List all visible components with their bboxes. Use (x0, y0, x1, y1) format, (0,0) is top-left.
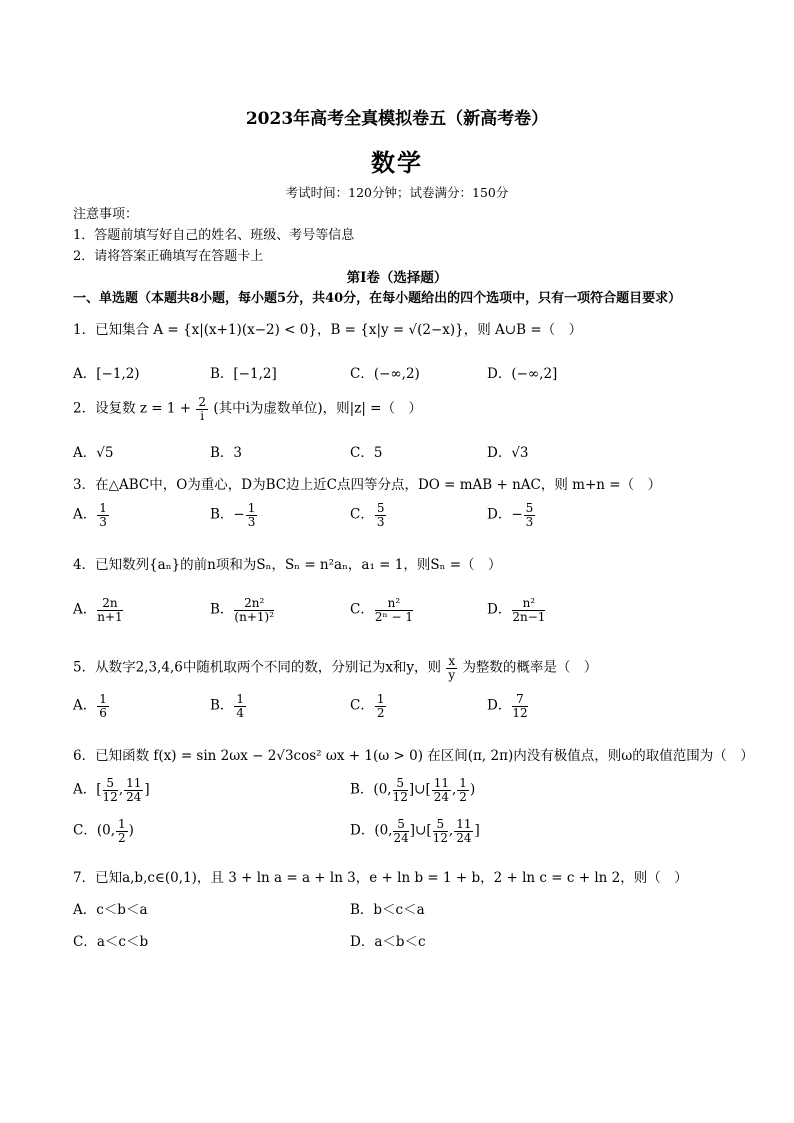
question-1-option-a: A．[−1,2) (73, 366, 140, 382)
question-4-option-a: A． $\frac{2n}{n+1}$ (73, 596, 123, 624)
question-4-option-c: C． $\frac{\text{n²}}{\text{2ⁿ − 1}}$ (350, 596, 413, 624)
question-2-stem (73, 396, 422, 422)
question-5-option-d: D． $\frac{7}{12}$ (487, 692, 528, 720)
question-1-option-c: C．(−∞,2) (350, 366, 420, 382)
question-3-option-c: C． $\frac{5}{3}$ (350, 501, 385, 529)
question-7-option-b: B．b＜c＜a (350, 902, 425, 918)
question-7-option-a: A．c＜b＜a (73, 902, 148, 918)
question-2-fraction: $\frac{2}{i}$ (198, 395, 207, 423)
question-3-option-d: D．− $\frac{5}{3}$ (487, 501, 534, 529)
question-7-stem: 7．已知a,b,c∈(0,1)，且 3 + ln a = a + ln 3，e + ln b = 1 + b，2 + ln c = c + ln 2，则（ ） (73, 870, 688, 886)
question-4-stem: 4．已知数列{aₙ}的前n项和为Sₙ，Sₙ = n²aₙ，a₁ = 1，则Sₙ =（ ） (73, 557, 502, 573)
notice-heading: 注意事项： (73, 207, 139, 222)
question-5-option-b: B． $\frac{1}{4}$ (210, 692, 245, 720)
question-5-option-a: A． $\frac{1}{6}$ (73, 692, 107, 720)
question-4-option-d: D． $\frac{\text{n²}}{2n-1}$ (487, 596, 546, 624)
question-4-option-b: B． $\frac{\text{2n²}}{\text{(n+1)²}}$ (210, 596, 275, 624)
question-6-option-a: A．[ $\frac{5}{12}$ , $\frac{11}{24}$ ] (73, 776, 150, 804)
question-1-option-d: D．(−∞,2] (487, 366, 558, 382)
question-2-stem-a: 2．设复数 z = 1 + (73, 400, 192, 417)
question-3-stem: 3．在△ABC中，O为重心，D为BC边上近C点四等分点，DO = mAB + nAC，则 m+n =（ ） (73, 477, 662, 493)
question-3-option-a: A． $\frac{1}{3}$ (73, 501, 107, 529)
question-2-option-c: C．5 (350, 445, 383, 461)
question-6-option-d: D．(0, $\frac{5}{24}$ ]∪[ $\frac{5}{12}$ , $\frac{11}{24}$ ] (350, 817, 480, 845)
question-2-option-b: B．3 (210, 445, 243, 461)
question-6-option-c: C．(0, $\frac{1}{2}$ ) (73, 817, 134, 845)
notice-item: 1．答题前填写好自己的姓名、班级、考号等信息 (73, 228, 355, 243)
question-2-option-d: D．√3 (487, 445, 529, 461)
notice-item: 2．请将答案正确填写在答题卡上 (73, 249, 264, 264)
exam-meta: 考试时间：120分钟；试卷满分：150分 (285, 185, 509, 200)
question-1-option-b: B．[−1,2] (210, 366, 277, 382)
question-7-option-d: D．a＜b＜c (350, 934, 426, 950)
subject-title: 数学 (371, 148, 423, 177)
question-7-option-c: C．a＜c＜b (73, 934, 149, 950)
question-5-fraction: $\frac{x}{y}$ (448, 654, 456, 682)
question-2-stem-b: (其中i为虚数单位)，则|z| =（ ） (213, 400, 422, 417)
part-title: 第I卷（选择题） (346, 270, 448, 286)
section-heading: 一、单选题（本题共8小题，每小题5分，共40分，在每小题给出的四个选项中，只有一项符合题目要求） (73, 291, 682, 306)
question-6-option-b: B．(0, $\frac{5}{12}$ ]∪[ $\frac{11}{24}$ , $\frac{1}{2}$ ) (350, 776, 476, 804)
question-2-option-a: A．√5 (73, 445, 114, 461)
question-5-stem: 5．从数字2,3,4,6中随机取两个不同的数，分别记为x和y，则 $\frac{x}{y}$ 为整数的概率是（ ） (73, 654, 598, 682)
question-3-option-b: B．− $\frac{1}{3}$ (210, 501, 256, 529)
question-6-stem: 6．已知函数 f(x) = sin 2ωx − 2√3cos² ωx + 1(ω > 0) 在区间(π, 2π)内没有极值点，则ω的取值范围为（ ） (73, 748, 754, 764)
question-5-option-c: C． $\frac{1}{2}$ (350, 692, 385, 720)
question-1-stem: 1．已知集合 A = {x|(x+1)(x−2) < 0}，B = {x|y = √(2−x)}，则 A∪B =（ ） (73, 322, 583, 338)
exam-title: 2023年高考全真模拟卷五（新高考卷） (245, 109, 549, 129)
